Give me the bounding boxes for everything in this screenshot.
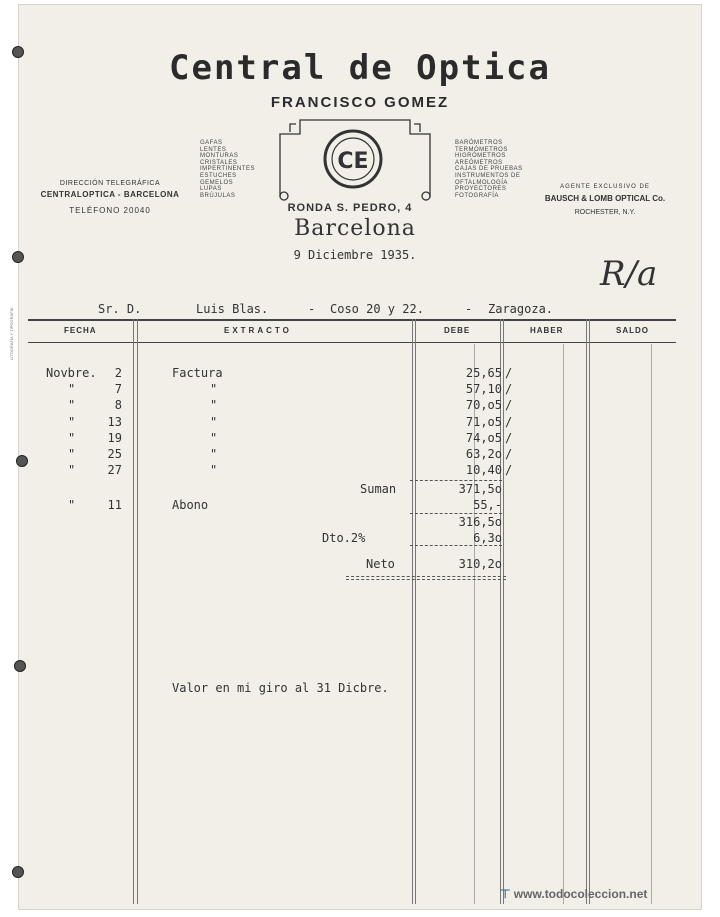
recipient-name: Luis Blas. [196,302,269,316]
entry-check: / [505,447,513,461]
product-item: IMPERTINENTES [200,166,256,173]
column-divider [503,319,504,904]
entry-concept: " [210,414,218,429]
product-item: BARÓMETROS [455,140,503,146]
column-header-haber: HABER [530,326,564,335]
column-header-fecha: FECHA [64,326,97,335]
printer-note: LITOGRAFÍA Y TIPOGRAFÍA [9,307,14,360]
entry-concept: " [210,447,218,461]
product-item: GEMELOS [200,179,234,186]
city-name: Barcelona [294,216,416,241]
subtotal-line [410,513,502,514]
product-item: OFTALMOLOGÍA [455,179,508,186]
sum-line [410,480,502,481]
agent-block [520,184,690,216]
entry-month: Novbre. [46,366,97,380]
product-item: BRÚJULAS [200,192,236,199]
suman-amount: 371,5o [458,482,502,496]
entry-amount: 70,o5 [465,398,502,413]
agent-label: AGENTE EXCLUSIVO DE [560,184,650,190]
product-item: INSTRUMENTOS DE [455,172,521,179]
entry-check: / [505,366,513,380]
entry-day: 25 [107,447,122,461]
punch-hole [14,660,26,672]
entry-day: 2 [114,366,122,380]
entry-amount: 63,2o [465,447,502,461]
product-item: CRISTALES [200,159,238,166]
telegraph-label: DIRECCIÓN TELEGRÁFICA [59,180,161,187]
neto-double-line [346,579,506,580]
entry-day: 8 [114,398,122,413]
watermark-text: www.todocoleccion.net [513,887,648,901]
column-divider [651,344,652,904]
entry-day: 7 [114,382,122,397]
company-title: Central de Optica [169,48,551,88]
discount-label: Dto.2% [322,531,366,545]
entry-amount: 74,o5 [465,430,502,445]
product-item: AREÓMETROS [455,159,503,166]
entry-concept: Factura [172,366,223,380]
entry-amount: 57,10 [465,382,502,397]
agent-company: BAUSCH & LOMB OPTICAL Co. [544,194,666,203]
product-item: FOTOGRAFÍA [455,192,499,199]
abono-amount: 55,- [473,498,502,512]
subtotal-amount: 316,5o [458,515,502,529]
entry-amount: 25,65 [465,366,502,380]
watermark [500,887,647,901]
logo-letters: CE [337,149,369,174]
recipient-separator: - [308,302,316,316]
punch-hole [12,251,24,263]
entry-day: 19 [107,430,122,445]
column-header-extracto: EXTRACTO [224,326,292,335]
suman-label: Suman [360,482,397,496]
column-header-debe: DEBE [444,326,471,335]
product-item: HIGRÓMETROS [455,153,506,160]
neto-double-line [346,576,506,577]
agent-city: ROCHESTER, N.Y. [574,209,636,216]
entry-day: 27 [107,463,122,478]
discount-amount: 6,3o [473,531,502,545]
phone-number: TELÉFONO 20040 [69,206,151,215]
street-address: RONDA S. PEDRO, 4 [287,202,413,214]
entry-month: " [68,447,76,461]
telegraph-address: CENTRALOPTICA - BARCELONA [40,190,180,199]
column-divider [412,319,413,904]
entry-month: " [68,382,76,397]
product-item: MONTURAS [200,153,239,160]
neto-amount: 310,2o [458,557,502,571]
watermark-logo-icon: ⊤ [500,887,511,901]
column-divider [133,319,134,904]
entry-check: / [505,382,513,397]
recipient-city: Zaragoza. [488,302,554,316]
products-left-list [200,140,255,199]
neto-label: Neto [366,557,395,571]
column-divider [415,319,416,904]
entry-concept: " [210,430,218,445]
punch-hole [12,866,24,878]
entry-check: / [505,463,513,478]
entry-concept: " [210,398,218,413]
invoice-date: 9 Diciembre 1935. [293,248,417,262]
column-divider [589,319,590,904]
product-item: LENTES [200,146,227,153]
column-header-saldo: SALDO [616,326,649,335]
products-right-list [455,140,523,199]
entry-amount: 71,o5 [465,414,502,429]
product-item: PROYECTORES [455,186,507,193]
punch-hole [16,455,28,467]
column-divider [137,319,138,904]
entry-check: / [505,414,513,429]
product-item: CAJAS DE PRUEBAS [455,166,523,173]
entry-check: / [505,398,513,413]
recipient-street: Coso 20 y 22. [330,302,424,316]
column-divider [563,344,564,904]
entry-amount: 10,40 [465,463,502,478]
abono-label: Abono [172,498,209,512]
entry-day: 13 [107,414,122,429]
discount-line [410,545,502,546]
entry-month: " [68,398,76,413]
entry-concept: " [210,463,218,478]
company-owner: FRANCISCO GOMEZ [270,94,450,111]
recipient-separator: - [465,302,473,316]
column-divider [586,319,587,904]
payment-note: Valor en mi giro al 31 Dicbre. [172,681,389,695]
entry-month: " [68,463,76,478]
entry-month: " [68,414,76,429]
product-item: LUPAS [200,186,222,193]
recipient-prefix: Sr. D. [98,302,142,316]
product-item: ESTUCHES [200,172,237,179]
logo-emblem [322,128,384,190]
entry-concept: " [210,382,218,397]
table-header-rule [28,342,676,343]
abono-month: " [68,498,76,512]
product-item: GAFAS [200,140,223,146]
product-item: TERMÓMETROS [455,146,508,153]
entry-month: " [68,430,76,445]
table-top-rule [28,319,676,321]
telegraph-block [30,180,190,215]
abono-day: 11 [107,498,122,512]
entry-check: / [505,430,513,445]
handwritten-mark: R/a [600,254,658,294]
